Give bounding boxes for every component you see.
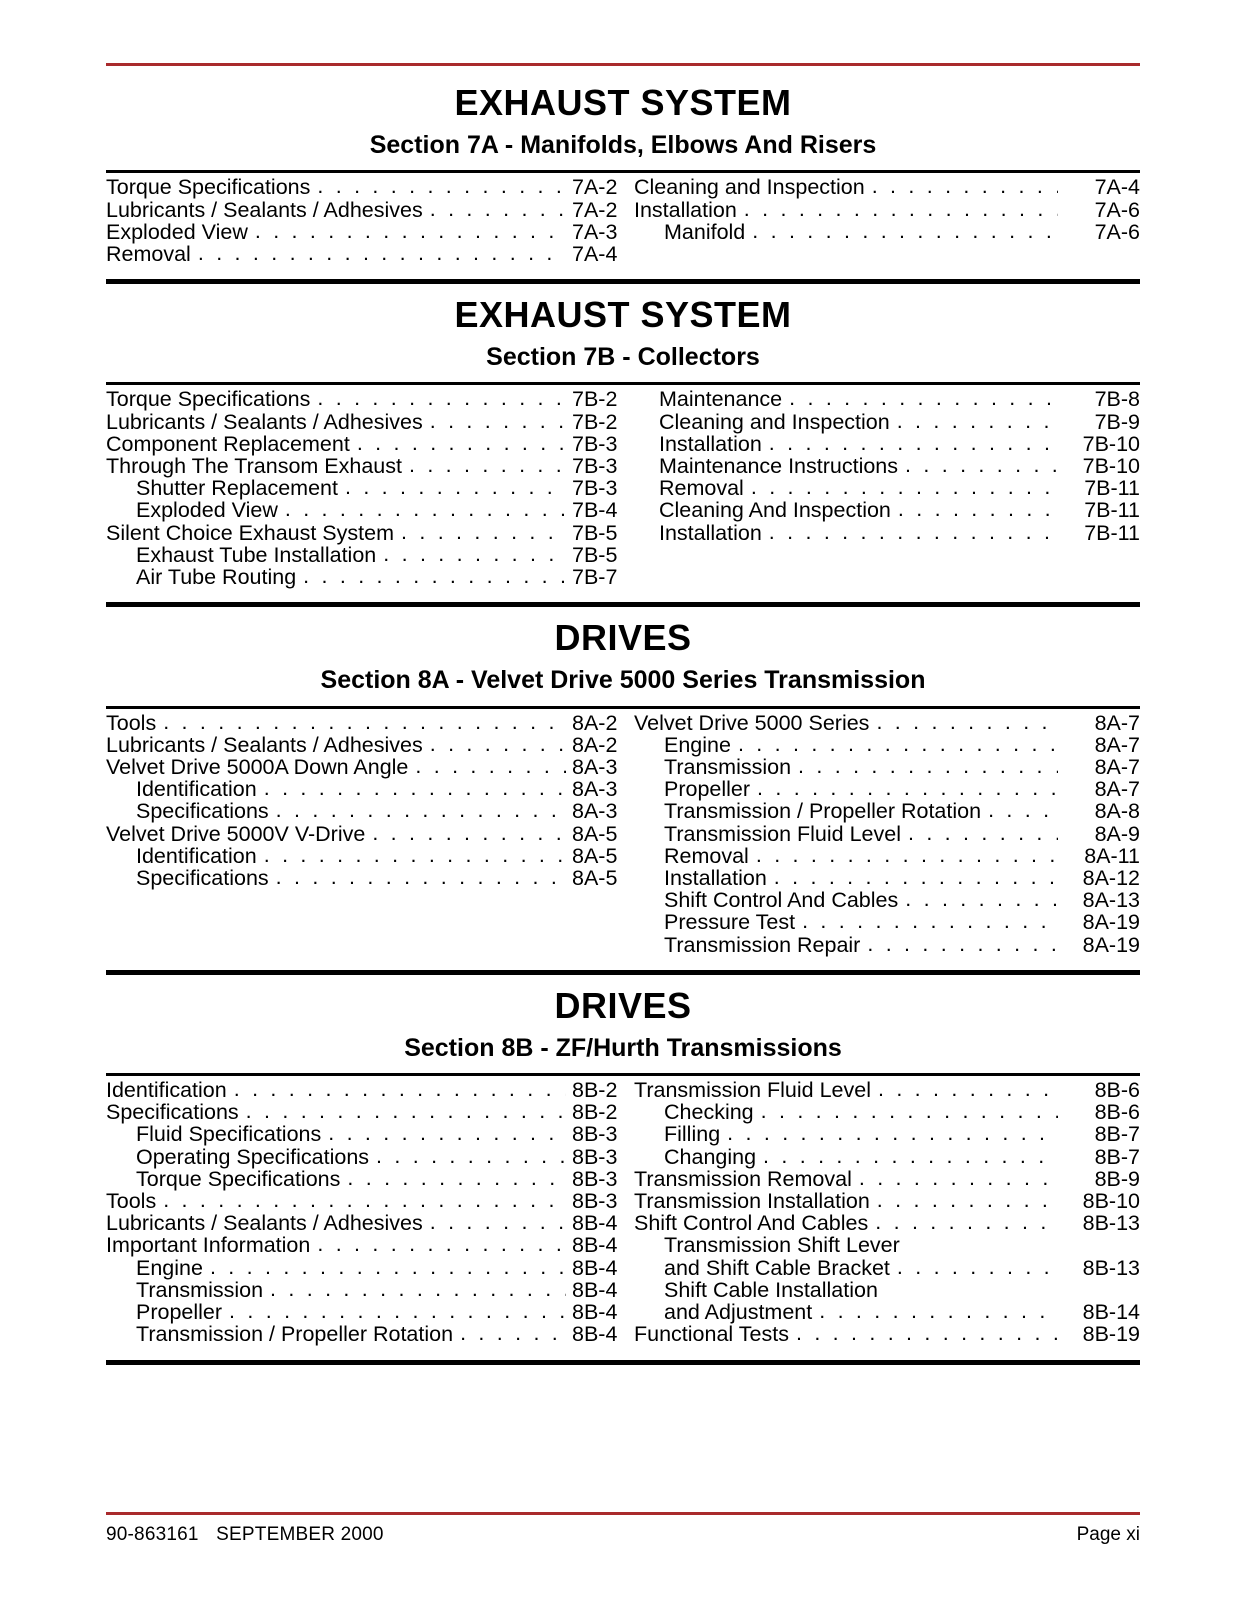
toc-leader-dots	[897, 410, 1058, 432]
toc-entry-label: Exploded View	[136, 498, 278, 523]
toc-entry-label: Engine	[136, 1255, 203, 1280]
toc-leader-dots	[763, 1145, 1058, 1167]
toc-entry-label: Component Replacement	[106, 431, 350, 456]
toc-entry-label: Identification	[106, 1078, 227, 1103]
toc-entry[interactable]	[634, 756, 1140, 778]
toc-entry-label: Shutter Replacement	[136, 476, 338, 501]
toc-entry-page: 7A-6	[1094, 197, 1140, 222]
toc-columns	[106, 1079, 1140, 1353]
toc-entry[interactable]	[634, 712, 1140, 734]
toc-entry-page: 7B-9	[1094, 409, 1140, 434]
toc-entry-page: 8A-7	[1094, 732, 1140, 757]
toc-column-right	[634, 176, 1140, 243]
toc-entry-label: Removal	[659, 476, 744, 501]
toc-entry[interactable]	[634, 823, 1140, 845]
toc-entry[interactable]	[106, 1123, 634, 1145]
toc-entry[interactable]	[106, 1101, 634, 1123]
toc-entry[interactable]	[106, 243, 634, 265]
toc-leader-dots	[264, 777, 566, 799]
toc-leader-dots	[872, 175, 1058, 197]
toc-entry[interactable]	[106, 566, 634, 588]
toc-entry-label: Transmission Fluid Level	[664, 821, 901, 846]
toc-leader-dots	[430, 198, 566, 220]
toc-entry-page: 8A-5	[572, 821, 618, 846]
toc-entry[interactable]	[634, 221, 1140, 243]
toc-entry[interactable]	[106, 1323, 634, 1345]
toc-section	[106, 72, 1140, 284]
toc-entry-label: Maintenance Instructions	[659, 454, 899, 479]
toc-entry[interactable]	[106, 455, 634, 477]
toc-entry[interactable]	[634, 199, 1140, 221]
toc-entry-page: 7A-3	[572, 219, 618, 244]
toc-entry-page: 7B-10	[1082, 454, 1140, 479]
toc-leader-dots	[317, 387, 566, 409]
toc-entry[interactable]	[634, 778, 1140, 800]
toc-column-left	[106, 388, 634, 588]
toc-entry-page: 7B-8	[1094, 387, 1140, 412]
toc-entry-label: Velvet Drive 5000 Series	[634, 710, 870, 735]
toc-entry-label: Installation	[659, 431, 762, 456]
toc-entry-label: Transmission Installation	[634, 1189, 870, 1214]
toc-leader-dots	[878, 1078, 1058, 1100]
toc-entry-page: 8A-13	[1082, 888, 1140, 913]
toc-entry-page: 8B-2	[572, 1100, 618, 1125]
toc-entry[interactable]	[106, 1212, 634, 1234]
toc-entry-page: 8B-7	[1094, 1144, 1140, 1169]
toc-entry-label: Specifications	[136, 865, 269, 890]
toc-leader-dots	[769, 521, 1058, 543]
toc-leader-dots	[876, 711, 1058, 733]
toc-entry-page: 8B-6	[1094, 1078, 1140, 1103]
toc-leader-dots	[372, 822, 566, 844]
toc-leader-dots	[270, 1278, 566, 1300]
toc-leader-dots	[898, 498, 1058, 520]
toc-entry[interactable]	[106, 1168, 634, 1190]
toc-leader-dots	[345, 476, 566, 498]
toc-entry-label: Checking	[664, 1100, 754, 1125]
toc-entry-page: 8B-4	[572, 1322, 618, 1347]
toc-entry-label: Torque Specifications	[136, 1166, 341, 1191]
publication-date: SEPTEMBER 2000	[216, 1524, 384, 1545]
toc-entry-page: 7B-11	[1084, 520, 1140, 545]
toc-entry-label: Lubricants / Sealants / Adhesives	[106, 732, 423, 757]
toc-leader-dots	[163, 711, 566, 733]
toc-leader-dots	[819, 1300, 1058, 1322]
toc-entry-label: Specifications	[136, 799, 269, 824]
header-red-rule	[106, 63, 1140, 66]
toc-leader-dots	[769, 432, 1058, 454]
toc-entry-page: 8A-5	[572, 843, 618, 868]
toc-entry[interactable]	[634, 734, 1140, 756]
toc-entry-label: Identification	[136, 843, 257, 868]
toc-entry[interactable]	[106, 221, 634, 243]
toc-entry[interactable]	[106, 1234, 634, 1256]
toc-leader-dots	[317, 1233, 566, 1255]
toc-leader-dots	[789, 387, 1058, 409]
toc-entry-label: Lubricants / Sealants / Adhesives	[106, 409, 423, 434]
toc-entry[interactable]	[106, 1301, 634, 1323]
entries-top-rule	[106, 1073, 1140, 1076]
toc-entry-page: 7B-5	[572, 542, 618, 567]
toc-entry-label: Transmission Shift Lever	[664, 1233, 900, 1258]
toc-entry-label: Tools	[106, 1189, 157, 1214]
toc-entry[interactable]	[634, 1123, 1140, 1145]
toc-leader-dots	[317, 175, 566, 197]
toc-entry-page: 7B-3	[572, 454, 618, 479]
toc-entry-page: 8B-3	[572, 1122, 618, 1147]
toc-entry-label: Engine	[664, 732, 731, 757]
toc-entry[interactable]	[634, 1190, 1140, 1212]
toc-leader-dots	[430, 1211, 566, 1233]
toc-entry[interactable]	[106, 1279, 634, 1301]
toc-entry-page: 7B-11	[1084, 498, 1140, 523]
toc-entry[interactable]	[106, 1146, 634, 1168]
toc-entry-page: 8B-14	[1082, 1300, 1140, 1325]
toc-entry-label: Exhaust Tube Installation	[136, 542, 377, 567]
toc-content	[106, 72, 1140, 1365]
toc-leader-dots	[234, 1078, 566, 1100]
toc-leader-dots	[796, 1322, 1058, 1344]
toc-leader-dots	[751, 476, 1058, 498]
toc-entry-page: 7B-11	[1084, 476, 1140, 501]
toc-entry-label: Shift Cable Installation	[664, 1277, 878, 1302]
toc-entry[interactable]	[659, 411, 1140, 433]
toc-column-right	[634, 1079, 1140, 1345]
toc-entry-page: 7B-2	[572, 409, 618, 434]
toc-entry[interactable]	[634, 1234, 1140, 1256]
toc-leader-dots	[376, 1145, 566, 1167]
toc-entry-page: 8A-9	[1094, 821, 1140, 846]
toc-leader-dots	[415, 755, 566, 777]
toc-leader-dots	[430, 410, 566, 432]
toc-leader-dots	[401, 521, 566, 543]
toc-entry-page: 8B-4	[572, 1255, 618, 1280]
toc-entry-label: Specifications	[106, 1100, 239, 1125]
section-title: EXHAUST SYSTEM	[454, 82, 792, 123]
entries-top-rule	[106, 706, 1140, 709]
toc-entry-label: Lubricants / Sealants / Adhesives	[106, 1211, 423, 1236]
toc-entry-label: Velvet Drive 5000A Down Angle	[106, 754, 409, 779]
toc-entry-label: and Adjustment	[664, 1300, 813, 1325]
toc-entry-label: Exploded View	[106, 219, 248, 244]
toc-entry[interactable]	[634, 1323, 1140, 1345]
toc-entry-page: 7A-6	[1094, 219, 1140, 244]
toc-entry-page: 8A-2	[572, 732, 618, 757]
toc-leader-dots	[383, 543, 566, 565]
toc-entry-label: Silent Choice Exhaust System	[106, 520, 394, 545]
toc-entry-page: 8A-19	[1082, 910, 1140, 935]
toc-entry-page: 7B-10	[1082, 431, 1140, 456]
toc-leader-dots	[276, 799, 566, 821]
toc-entry-page: 8A-19	[1082, 932, 1140, 957]
section-subtitle: Section 8B - ZF/Hurth Transmissions	[404, 1033, 842, 1062]
toc-entry-label: Air Tube Routing	[136, 565, 297, 590]
toc-entry-page: 7A-2	[572, 197, 618, 222]
toc-entry-page: 8B-19	[1082, 1322, 1140, 1347]
toc-section	[106, 975, 1140, 1365]
toc-entry[interactable]	[634, 1168, 1140, 1190]
toc-entry[interactable]	[106, 800, 634, 822]
entries-top-rule	[106, 382, 1140, 385]
toc-entry-label: Tools	[106, 710, 157, 735]
toc-leader-dots	[752, 220, 1058, 242]
section-title: DRIVES	[554, 617, 692, 659]
toc-leader-dots	[409, 454, 566, 476]
toc-section	[106, 284, 1140, 607]
toc-entry[interactable]	[106, 522, 634, 544]
toc-leader-dots	[460, 1322, 566, 1344]
toc-entry[interactable]	[634, 1212, 1140, 1234]
toc-entry[interactable]	[659, 388, 1140, 410]
toc-leader-dots	[802, 910, 1058, 932]
toc-entry-label: Transmission Fluid Level	[634, 1078, 871, 1103]
toc-entry[interactable]	[634, 1257, 1140, 1279]
toc-entry[interactable]	[659, 499, 1140, 521]
toc-leader-dots	[246, 1100, 566, 1122]
toc-entry[interactable]	[659, 433, 1140, 455]
toc-leader-dots	[867, 933, 1058, 955]
toc-entry[interactable]	[634, 911, 1140, 933]
toc-leader-dots	[761, 1100, 1058, 1122]
toc-entry-label: Manifold	[664, 219, 746, 244]
toc-entry-page: 7A-2	[572, 175, 618, 200]
toc-leader-dots	[756, 844, 1058, 866]
toc-entry-page: 7B-7	[572, 565, 618, 590]
toc-entry-label: Pressure Test	[664, 910, 796, 935]
toc-entry-page: 8B-3	[572, 1166, 618, 1191]
toc-entry-page: 8B-7	[1094, 1122, 1140, 1147]
toc-entry-label: Removal	[106, 241, 191, 266]
toc-entry-label: Filling	[664, 1122, 721, 1147]
toc-entry-page: 8B-2	[572, 1078, 618, 1103]
toc-leader-dots	[229, 1300, 566, 1322]
toc-entry-page: 7A-4	[1094, 175, 1140, 200]
toc-entry[interactable]	[659, 455, 1140, 477]
toc-entry-label: Propeller	[664, 777, 751, 802]
toc-leader-dots	[163, 1189, 566, 1211]
toc-leader-dots	[897, 1256, 1058, 1278]
toc-entry-page: 8A-2	[572, 710, 618, 735]
toc-leader-dots	[276, 866, 566, 888]
toc-entry-label: Shift Control And Cables	[664, 888, 899, 913]
footer-left	[106, 1524, 384, 1546]
toc-entry-page: 8B-4	[572, 1277, 618, 1302]
toc-entry[interactable]	[106, 712, 634, 734]
toc-column-right	[634, 712, 1140, 956]
section-subtitle: Section 8A - Velvet Drive 5000 Series Transmission	[320, 666, 926, 695]
toc-entry[interactable]	[106, 477, 634, 499]
toc-entry-page: 8B-10	[1082, 1189, 1140, 1214]
toc-entry[interactable]	[659, 477, 1140, 499]
toc-entry-label: Transmission	[136, 1277, 264, 1302]
page-number: Page xi	[1076, 1524, 1140, 1545]
toc-entry-page: 8A-7	[1094, 777, 1140, 802]
toc-columns	[106, 712, 1140, 964]
toc-entry[interactable]	[634, 889, 1140, 911]
toc-leader-dots	[285, 498, 566, 520]
toc-entry-label: Removal	[664, 843, 749, 868]
toc-entry-page: 7B-2	[572, 387, 618, 412]
page-footer	[106, 1524, 1140, 1546]
toc-entry[interactable]	[106, 1190, 634, 1212]
toc-entry[interactable]	[106, 756, 634, 778]
toc-entry[interactable]	[106, 1079, 634, 1101]
toc-leader-dots	[264, 844, 566, 866]
section-title: EXHAUST SYSTEM	[454, 294, 792, 336]
toc-entry-label: Transmission / Propeller Rotation	[136, 1322, 454, 1347]
toc-entry-label: Identification	[136, 777, 257, 802]
section-divider-rule	[106, 1360, 1140, 1365]
toc-entry-label: Transmission Repair	[664, 932, 861, 957]
toc-section	[106, 607, 1140, 975]
toc-leader-dots	[905, 454, 1058, 476]
toc-entry-page: 7B-3	[572, 431, 618, 456]
toc-entry[interactable]	[634, 867, 1140, 889]
toc-entry-label: Propeller	[136, 1300, 223, 1325]
toc-entry[interactable]	[106, 845, 634, 867]
section-title: DRIVES	[554, 984, 692, 1026]
toc-entry-label: Cleaning and Inspection	[659, 409, 890, 434]
toc-leader-dots	[255, 220, 566, 242]
toc-leader-dots	[905, 888, 1058, 910]
toc-entry[interactable]	[659, 522, 1140, 544]
toc-entry-label: Transmission	[664, 754, 792, 779]
entries-top-rule	[106, 170, 1140, 173]
toc-entry[interactable]	[106, 176, 634, 198]
document-number: 90-863161	[106, 1524, 199, 1545]
toc-entry-page: 8A-12	[1082, 865, 1140, 890]
toc-entry-page: 8A-11	[1084, 843, 1140, 868]
toc-leader-dots	[738, 733, 1058, 755]
toc-leader-dots	[727, 1122, 1058, 1144]
toc-entry-page: 8B-13	[1082, 1255, 1140, 1280]
toc-leader-dots	[744, 198, 1058, 220]
toc-leader-dots	[347, 1167, 566, 1189]
toc-entry-label: Through The Transom Exhaust	[106, 454, 402, 479]
toc-column-left	[106, 176, 634, 265]
toc-entry[interactable]	[634, 1101, 1140, 1123]
toc-entry-label: Changing	[664, 1144, 757, 1169]
toc-entry-label: Velvet Drive 5000V V-Drive	[106, 821, 366, 846]
toc-entry[interactable]	[634, 934, 1140, 956]
toc-leader-dots	[988, 799, 1058, 821]
toc-column-right	[634, 388, 1140, 543]
toc-entry-label: Cleaning And Inspection	[659, 498, 891, 523]
toc-entry[interactable]	[106, 388, 634, 410]
toc-leader-dots	[303, 565, 566, 587]
toc-leader-dots	[859, 1167, 1058, 1189]
toc-entry-page: 7B-3	[572, 476, 618, 501]
toc-leader-dots	[430, 733, 566, 755]
toc-entry-page: 8A-8	[1094, 799, 1140, 824]
toc-entry-label: Installation	[634, 197, 737, 222]
toc-entry-page: 8A-5	[572, 865, 618, 890]
toc-entry-page: 7A-4	[572, 241, 618, 266]
toc-entry-page: 8B-3	[572, 1144, 618, 1169]
toc-entry[interactable]	[106, 734, 634, 756]
toc-entry-label: Torque Specifications	[106, 387, 311, 412]
toc-leader-dots	[877, 1189, 1058, 1211]
toc-entry-page: 8A-7	[1094, 754, 1140, 779]
toc-entry[interactable]	[634, 176, 1140, 198]
toc-leader-dots	[798, 755, 1058, 777]
toc-entry-label: Fluid Specifications	[136, 1122, 322, 1147]
toc-entry-label: Operating Specifications	[136, 1144, 370, 1169]
toc-columns	[106, 388, 1140, 596]
toc-entry[interactable]	[106, 867, 634, 889]
toc-entry-label: Torque Specifications	[106, 175, 311, 200]
toc-leader-dots	[774, 866, 1058, 888]
toc-entry-page: 7B-4	[572, 498, 618, 523]
toc-entry[interactable]	[106, 778, 634, 800]
toc-entry[interactable]	[106, 499, 634, 521]
toc-leader-dots	[908, 822, 1058, 844]
toc-entry[interactable]	[106, 1257, 634, 1279]
toc-entry[interactable]	[106, 433, 634, 455]
toc-entry[interactable]	[106, 823, 634, 845]
toc-entry-label: and Shift Cable Bracket	[664, 1255, 890, 1280]
toc-leader-dots	[328, 1122, 566, 1144]
toc-entry[interactable]	[106, 411, 634, 433]
section-subtitle: Section 7B - Collectors	[486, 342, 760, 371]
toc-entry-label: Functional Tests	[634, 1322, 789, 1347]
toc-entry[interactable]	[634, 845, 1140, 867]
toc-columns	[106, 176, 1140, 273]
toc-entry-page: 8A-3	[572, 754, 618, 779]
toc-entry-label: Transmission / Propeller Rotation	[664, 799, 982, 824]
toc-entry-label: Installation	[664, 865, 767, 890]
toc-entry-page: 8B-4	[572, 1211, 618, 1236]
toc-leader-dots	[875, 1211, 1058, 1233]
toc-entry-label: Installation	[659, 520, 762, 545]
toc-entry-page: 8B-6	[1094, 1100, 1140, 1125]
toc-column-left	[106, 712, 634, 890]
toc-entry-label: Cleaning and Inspection	[634, 175, 865, 200]
toc-entry[interactable]	[634, 1279, 1140, 1301]
toc-entry[interactable]	[634, 1146, 1140, 1168]
toc-entry-page: 8B-4	[572, 1233, 618, 1258]
toc-entry-page: 8B-4	[572, 1300, 618, 1325]
toc-entry-label: Shift Control And Cables	[634, 1211, 869, 1236]
toc-leader-dots	[757, 777, 1058, 799]
footer-red-rule	[106, 1512, 1140, 1515]
toc-entry-page: 8B-13	[1082, 1211, 1140, 1236]
toc-entry-page: 8A-7	[1094, 710, 1140, 735]
toc-leader-dots	[210, 1256, 566, 1278]
toc-entry-page: 7B-5	[572, 520, 618, 545]
toc-entry[interactable]	[106, 544, 634, 566]
toc-entry[interactable]	[634, 1301, 1140, 1323]
toc-leader-dots	[357, 432, 566, 454]
toc-entry-page: 8A-3	[572, 777, 618, 802]
toc-entry[interactable]	[634, 800, 1140, 822]
toc-entry[interactable]	[106, 199, 634, 221]
section-subtitle: Section 7A - Manifolds, Elbows And Risers	[369, 130, 877, 159]
toc-entry-page: 8A-3	[572, 799, 618, 824]
toc-entry-label: Lubricants / Sealants / Adhesives	[106, 197, 423, 222]
toc-entry-label: Important Information	[106, 1233, 311, 1258]
toc-entry[interactable]	[634, 1079, 1140, 1101]
toc-leader-dots	[198, 242, 566, 264]
toc-entry-label: Transmission Removal	[634, 1166, 852, 1191]
toc-entry-label: Maintenance	[659, 387, 783, 412]
toc-entry-page: 8B-9	[1094, 1166, 1140, 1191]
toc-column-left	[106, 1079, 634, 1345]
toc-entry-page: 8B-3	[572, 1189, 618, 1214]
